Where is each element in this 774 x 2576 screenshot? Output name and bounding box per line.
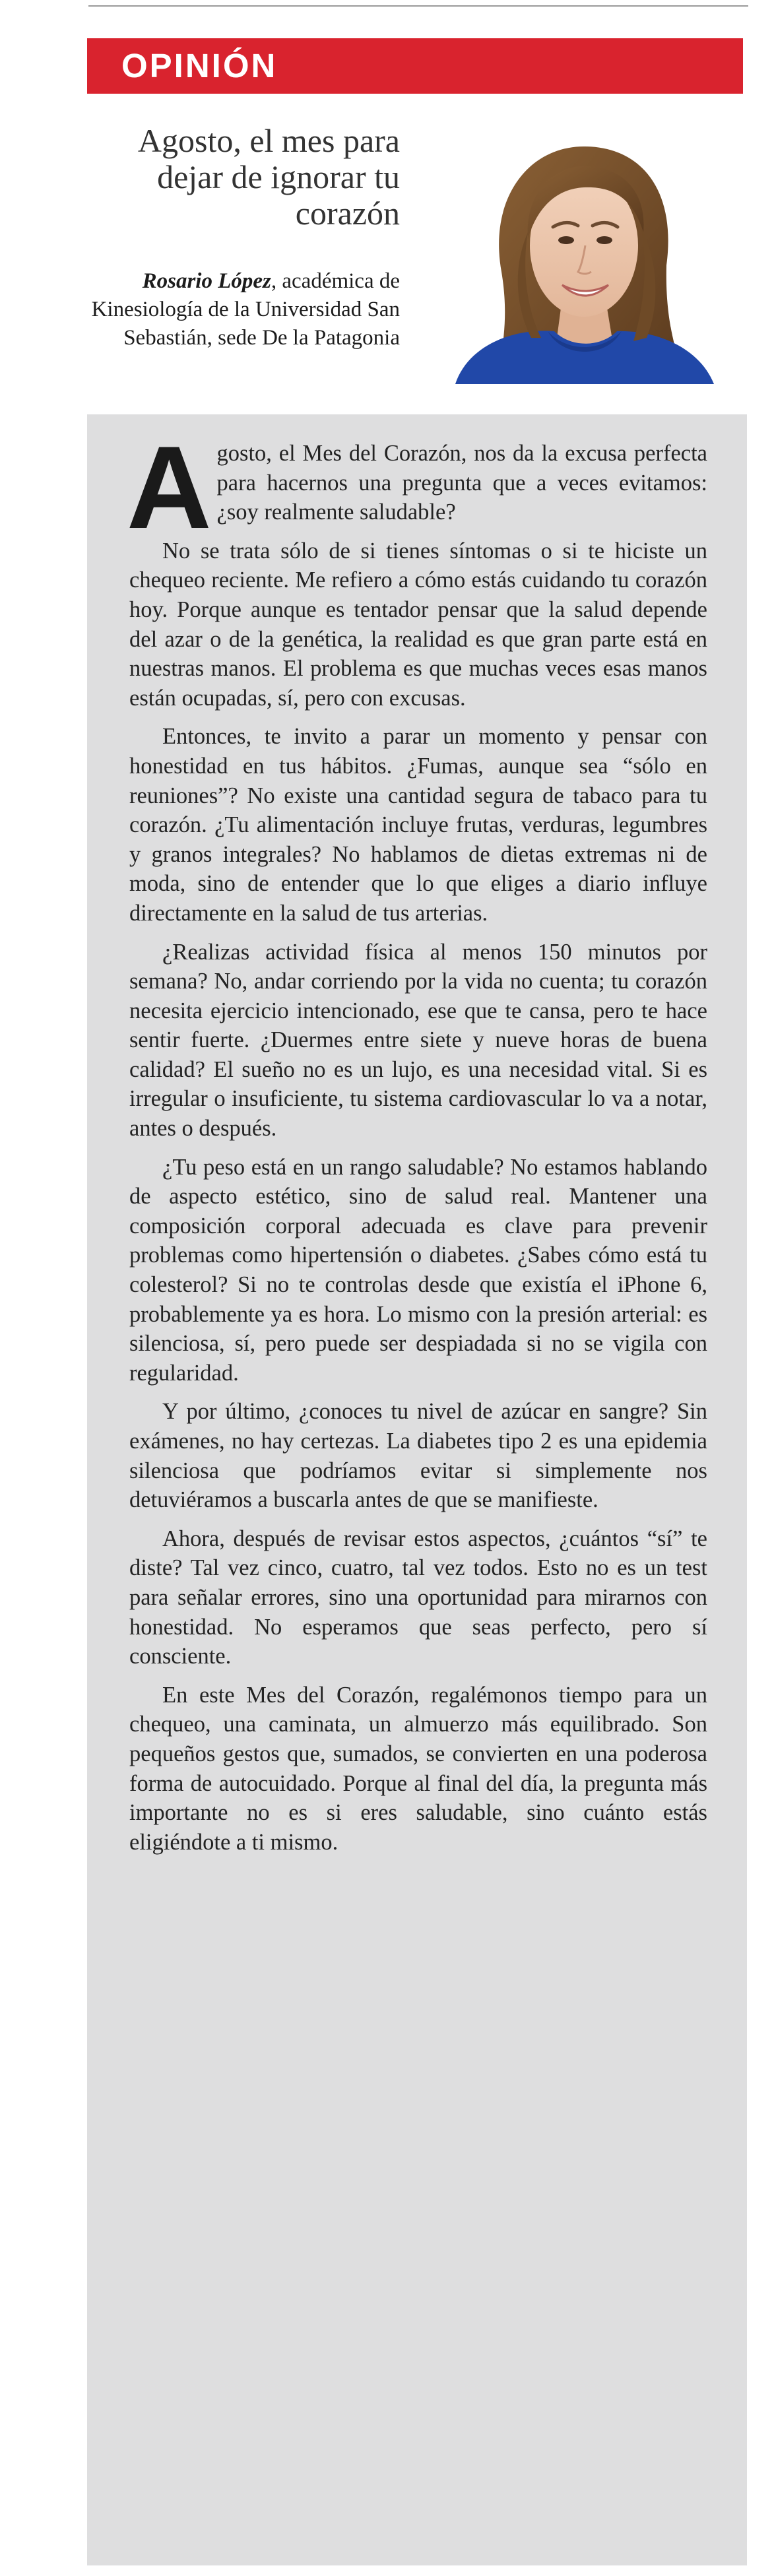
article-paragraph: ¿Realizas actividad física al menos 150 minutos por semana? No, andar corriendo por la vida no cuenta; tu corazón necesita ejercicio intencionado, ese que te cansa, pero te hace sentir fuerte. ¿Duermes entre siete y nueve horas de buena calidad? El sueño no es un lujo, es una necesidad vital. Si es irregular o insuficiente, tu sistema cardiovascular lo va a notar, antes o después. bbox=[129, 939, 707, 1142]
article-paragraph: Y por último, ¿conoces tu nivel de azúcar en sangre? Sin exámenes, no hay certezas. La diabetes tipo 2 es una epidemia silenciosa que podríamos evitar si simplemente nos detuviéramos a buscarla antes de que se manifieste. bbox=[129, 1399, 707, 1513]
author-portrait-image bbox=[416, 120, 726, 384]
article-paragraph: Ahora, después de revisar estos aspectos, ¿cuántos “sí” te diste? Tal vez cinco, cuatro, tal vez todos. Esto no es un test para señalar errores, sino una oportunidad para mirarnos con honestidad. No esperamos que seas perfecto, pero sí consciente. bbox=[129, 1526, 707, 1669]
article-paragraph: No se trata sólo de si tienes síntomas o si te hiciste un chequeo reciente. Me refiero a cómo estás cuidando tu corazón hoy. Porque aunque es tentador pensar que la salud depende del azar o de la genética, la realidad es que gran parte está en nuestras manos. El problema es que muchas veces esas manos están ocupadas, sí, pero con excusas. bbox=[129, 538, 707, 711]
section-banner bbox=[87, 38, 743, 94]
author-role: , académica de Kinesiología de la Universidad San Sebastián, sede De la Patagonia bbox=[91, 269, 400, 350]
author-photo bbox=[416, 120, 726, 384]
top-rule bbox=[88, 5, 748, 7]
article-paragraph: Entonces, te invito a parar un momento y pensar con honestidad en tus hábitos. ¿Fumas, aunque sea “sólo en reuniones”? No existe una cantidad segura de tabaco para tu corazón. ¿Tu alimentación incluye frutas, verduras, legumbres y granos integrales? No hablamos de dietas extremas ni de moda, sino de entender que lo que eliges a diario influye directamente en la salud de tus arterias. bbox=[129, 724, 707, 926]
article-body bbox=[127, 422, 707, 1866]
drop-cap: A bbox=[127, 422, 212, 553]
byline bbox=[87, 267, 400, 352]
article-paragraph: ¿Tu peso está en un rango saludable? No estamos hablando de aspecto estético, sino de salud real. Mantener una composición corporal adecuada es clave para prevenir problemas como hipertensión o diabetes. ¿Sabes cómo está tu colesterol? Si no te controlas desde que existía el iPhone 6, probablemente ya es hora. Lo mismo con la presión arterial: es silenciosa, sí, pero puede ser despiadada si no se vigila con regularidad. bbox=[129, 1154, 707, 1386]
author-name: Rosario López bbox=[142, 269, 271, 293]
article-paragraph bbox=[127, 422, 707, 553]
paragraph-text: gosto, el Mes del Corazón, nos da la excusa perfecta para hacernos una pregunta que a veces evitamos: ¿soy realmente saludable? bbox=[216, 441, 707, 525]
section-label: OPINIÓN bbox=[121, 47, 278, 84]
article-paragraph: En este Mes del Corazón, regalémonos tiempo para un chequeo, una caminata, un almuerzo más equilibrado. Son pequeños gestos que, sumados, se convierten en una poderosa forma de autocuidado. Porque al final del día, la pregunta más importante no es si eres saludable, sino cuánto estás eligiéndote a ti mismo. bbox=[129, 1682, 707, 1855]
headline: Agosto, el mes para dejar de ignorar tu corazón bbox=[137, 122, 400, 232]
